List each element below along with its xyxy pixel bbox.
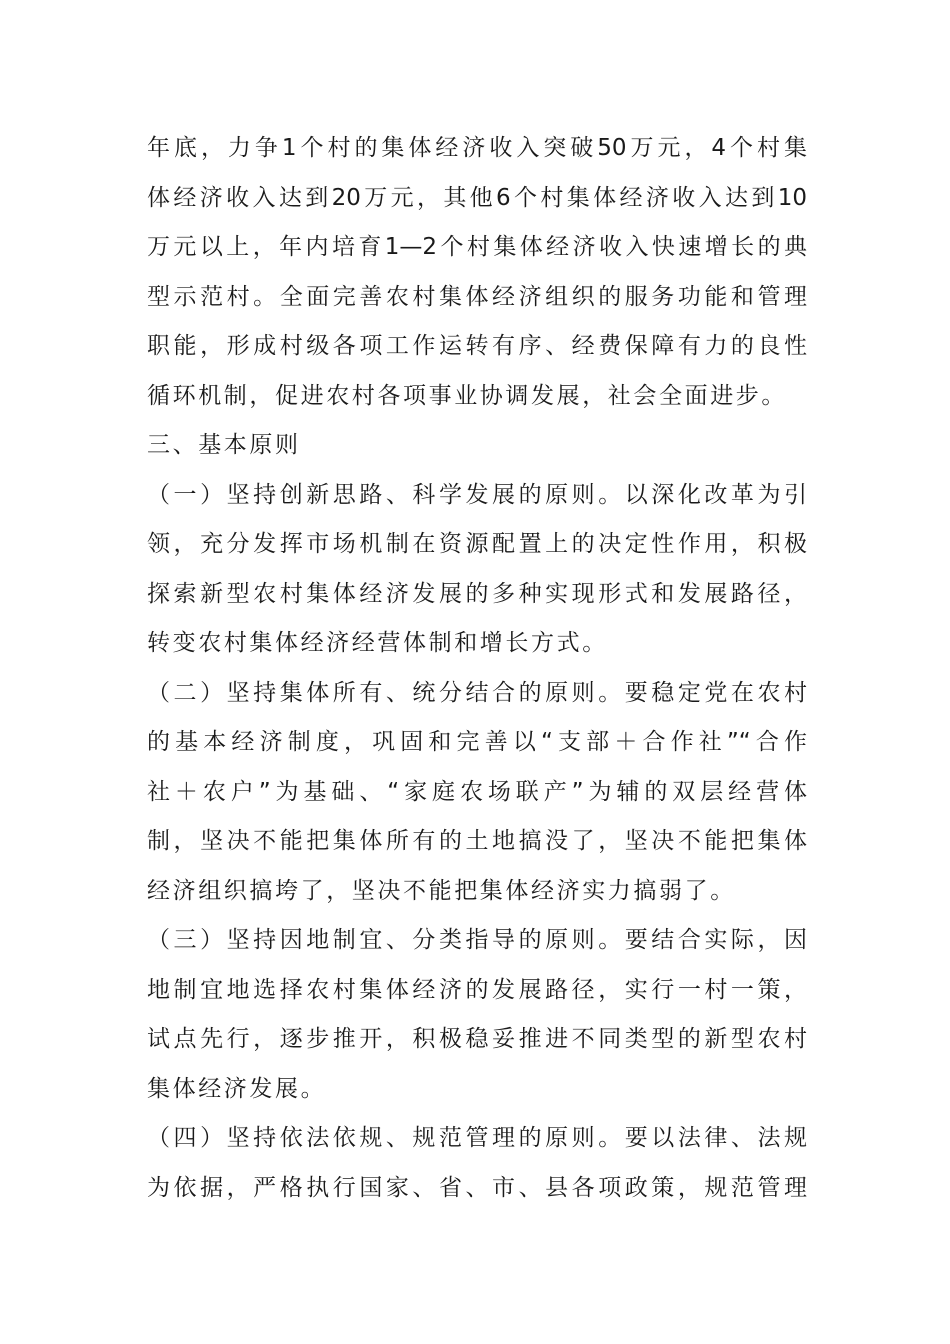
document-page — [147, 124, 807, 1213]
text-line: 为依据，严格执行国家、省、市、县各项政策，规范管理 — [147, 1174, 807, 1201]
text-line: 职能，形成村级各项工作运转有序、经费保障有力的良性 — [147, 333, 807, 359]
text-line: 年底，力争1个村的集体经济收入突破50万元，4个村集 — [147, 135, 807, 161]
text-line: 万元以上，年内培育1—2个村集体经济收入快速增长的典 — [147, 234, 807, 260]
text-line: 探索新型农村集体经济发展的多种实现形式和发展路径， — [147, 580, 807, 607]
text-line: 的基本经济制度，巩固和完善以“支部＋合作社”“合作 — [147, 729, 807, 755]
text-line: 社＋农户”为基础、“家庭农场联产”为辅的双层经营体 — [147, 778, 807, 805]
text-line: （三）坚持因地制宜、分类指导的原则。要结合实际，因 — [147, 927, 807, 953]
text-line: （四）坚持依法依规、规范管理的原则。要以法律、法规 — [147, 1125, 807, 1151]
text-line: 试点先行，逐步推开，积极稳妥推进不同类型的新型农村 — [147, 1026, 807, 1052]
text-line: 地制宜地选择农村集体经济的发展路径，实行一村一策， — [147, 976, 807, 1003]
text-line: 制，坚决不能把集体所有的土地搞没了，坚决不能把集体 — [147, 828, 807, 854]
text-line: 领，充分发挥市场机制在资源配置上的决定性作用，积极 — [147, 531, 807, 557]
text-line: 集体经济发展。 — [147, 1075, 327, 1102]
text-line: 型示范村。全面完善农村集体经济组织的服务功能和管理 — [147, 283, 807, 310]
text-line: （二）坚持集体所有、统分结合的原则。要稳定党在农村 — [147, 679, 807, 706]
text-line: （一）坚持创新思路、科学发展的原则。以深化改革为引 — [147, 481, 807, 508]
text-line: 循环机制，促进农村各项事业协调发展，社会全面进步。 — [147, 382, 787, 409]
text-line: 经济组织搞垮了，坚决不能把集体经济实力搞弱了。 — [147, 877, 736, 904]
text-line: 体经济收入达到20万元，其他6个村集体经济收入达到10 — [147, 184, 807, 211]
text-line: 转变农村集体经济经营体制和增长方式。 — [147, 630, 608, 656]
section-heading: 三、基本原则 — [147, 432, 301, 458]
